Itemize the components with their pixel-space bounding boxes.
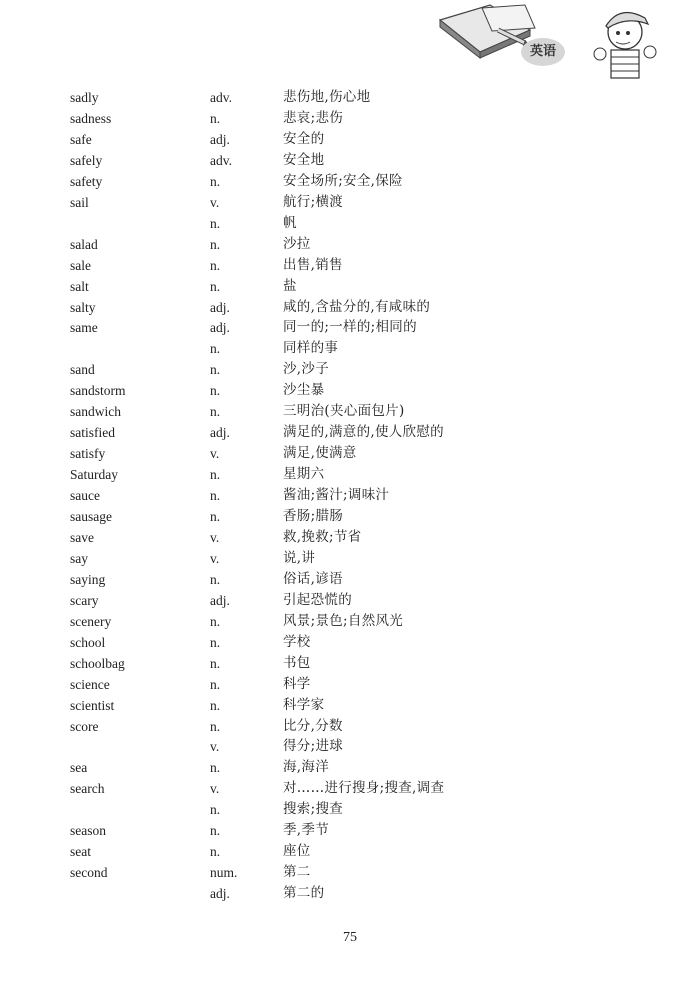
header-illustration [430, 0, 700, 82]
entry-part-of-speech: n. [210, 613, 221, 629]
entry-word: safe [70, 131, 92, 147]
vocabulary-entry [0, 338, 700, 359]
entry-meaning: 悲伤地,伤心地 [283, 89, 371, 105]
entry-meaning: 俗话,谚语 [283, 570, 343, 587]
entry-part-of-speech: n. [210, 110, 221, 126]
vocabulary-entry [0, 653, 700, 674]
entry-meaning: 学校 [283, 633, 311, 650]
entry-word: score [70, 718, 99, 734]
vocabulary-entry [0, 213, 700, 234]
entry-word: scenery [70, 613, 112, 629]
entry-word: sale [70, 257, 91, 273]
vocabulary-entry [0, 695, 700, 716]
entry-meaning: 引起恐慌的 [283, 591, 352, 608]
entry-part-of-speech: n. [210, 760, 221, 776]
entry-meaning: 香肠;腊肠 [283, 508, 344, 524]
entry-part-of-speech: adj. [210, 299, 230, 315]
vocabulary-entry [0, 632, 700, 653]
entry-part-of-speech: n. [210, 571, 221, 587]
entry-meaning: 说,讲 [283, 549, 316, 566]
entry-part-of-speech: v. [210, 739, 220, 755]
entry-part-of-speech: adj. [210, 425, 230, 441]
entry-word: saying [70, 571, 106, 587]
vocabulary-entry [0, 757, 700, 778]
entry-meaning: 悲哀;悲伤 [283, 109, 344, 126]
entry-word: sand [70, 362, 95, 378]
entry-meaning: 海,海洋 [283, 759, 329, 776]
entry-word: search [70, 781, 105, 797]
entry-meaning: 出售,销售 [283, 256, 343, 273]
entry-part-of-speech: adj. [210, 886, 230, 902]
entry-part-of-speech: n. [210, 509, 221, 524]
vocabulary-entry [0, 129, 700, 150]
entry-word: schoolbag [70, 655, 125, 671]
entry-meaning: 安全场所;安全,保险 [283, 172, 403, 189]
entry-part-of-speech: n. [210, 236, 221, 252]
entry-meaning: 风景;景色;自然风光 [283, 612, 404, 629]
vocabulary-entry [0, 485, 700, 506]
entry-part-of-speech: n. [210, 467, 221, 483]
vocabulary-entry [0, 464, 700, 485]
vocabulary-entry [0, 841, 700, 862]
entry-word: safety [70, 173, 103, 189]
entry-meaning: 座位 [283, 843, 311, 860]
entry-word: say [70, 550, 88, 566]
vocabulary-entry [0, 380, 700, 401]
entry-meaning: 安全的 [283, 130, 325, 147]
entry-part-of-speech: n. [210, 404, 221, 420]
vocabulary-entry [0, 548, 700, 569]
entry-part-of-speech: n. [210, 844, 221, 860]
entry-part-of-speech: adj. [210, 320, 230, 336]
entry-word: scary [70, 592, 99, 608]
entry-meaning: 酱油;酱汁;调味汁 [283, 487, 390, 504]
entry-part-of-speech: adj. [210, 592, 230, 608]
entry-word: same [70, 320, 98, 336]
entry-word: science [70, 676, 110, 692]
entry-word: sandwich [70, 404, 121, 420]
entry-meaning: 科学家 [283, 696, 325, 713]
entry-part-of-speech: n. [210, 278, 221, 294]
entry-meaning: 第二的 [283, 885, 325, 902]
entry-part-of-speech: n. [210, 215, 221, 231]
entry-meaning: 搜索;搜查 [283, 801, 344, 818]
vocabulary-entry [0, 820, 700, 841]
page-number: 75 [343, 930, 357, 945]
entry-meaning: 三明治(夹心面包片) [283, 403, 405, 420]
entry-part-of-speech: n. [210, 634, 221, 650]
vocabulary-entry [0, 401, 700, 422]
entry-word: seat [70, 844, 91, 860]
entry-part-of-speech: v. [210, 550, 220, 566]
vocabulary-entry [0, 422, 700, 443]
entry-part-of-speech: adv. [210, 90, 232, 105]
entry-part-of-speech: n. [210, 362, 221, 378]
entry-meaning: 比分,分数 [283, 717, 343, 734]
vocabulary-entry [0, 192, 700, 213]
vocabulary-entry [0, 716, 700, 737]
vocabulary-entry [0, 359, 700, 380]
entry-word: second [70, 865, 108, 881]
vocabulary-entry [0, 569, 700, 590]
vocabulary-entry [0, 108, 700, 129]
entry-word: satisfied [70, 425, 115, 441]
subject-badge: 英语 [521, 38, 565, 66]
vocabulary-entry [0, 590, 700, 611]
entry-part-of-speech: v. [210, 781, 220, 797]
entry-word: sail [70, 194, 89, 210]
entry-word: sadly [70, 90, 99, 105]
vocabulary-entry [0, 611, 700, 632]
entry-word: sauce [70, 488, 100, 504]
vocabulary-entry [0, 443, 700, 464]
entry-meaning: 沙拉 [283, 235, 311, 252]
vocabulary-entry [0, 276, 700, 297]
entry-meaning: 帆 [283, 214, 297, 231]
entry-meaning: 书包 [283, 654, 311, 671]
vocabulary-entry [0, 255, 700, 276]
entry-word: safely [70, 152, 103, 168]
vocabulary-entry [0, 317, 700, 338]
entry-part-of-speech: n. [210, 341, 221, 357]
entry-meaning: 盐 [283, 277, 297, 294]
entry-word: sea [70, 760, 88, 776]
entry-meaning: 季,季节 [283, 822, 329, 839]
entry-word: salty [70, 299, 96, 315]
entry-word: salt [70, 278, 89, 294]
vocabulary-entry [0, 234, 700, 255]
entry-part-of-speech: adv. [210, 152, 232, 168]
vocabulary-entry [0, 150, 700, 171]
entry-part-of-speech: n. [210, 697, 221, 713]
vocabulary-entry [0, 736, 700, 757]
entry-part-of-speech: n. [210, 718, 221, 734]
entry-part-of-speech: n. [210, 173, 221, 189]
entry-part-of-speech: num. [210, 865, 238, 881]
entry-part-of-speech: v. [210, 529, 220, 545]
vocabulary-entry [0, 87, 700, 108]
entry-meaning: 科学 [283, 675, 311, 692]
entry-word: sadness [70, 110, 112, 126]
entry-part-of-speech: n. [210, 257, 221, 273]
entry-meaning: 同一的;一样的;相同的 [283, 319, 417, 336]
entry-meaning: 咸的,含盐分的,有咸味的 [283, 298, 431, 315]
vocabulary-entry [0, 778, 700, 799]
entry-meaning: 满足的,满意的,使人欣慰的 [283, 424, 444, 441]
entry-meaning: 对……进行搜身;搜查,调查 [283, 780, 445, 797]
entry-word: Saturday [70, 467, 118, 483]
entry-part-of-speech: n. [210, 676, 221, 692]
vocabulary-entry [0, 799, 700, 820]
entry-part-of-speech: adj. [210, 131, 230, 147]
entry-meaning: 满足,使满意 [283, 445, 357, 462]
entry-meaning: 救,挽救;节省 [283, 528, 362, 545]
vocabulary-entry [0, 506, 700, 527]
entry-meaning: 航行;横渡 [283, 193, 344, 210]
entry-part-of-speech: n. [210, 383, 221, 399]
entry-part-of-speech: n. [210, 655, 221, 671]
entry-part-of-speech: v. [210, 194, 220, 210]
vocabulary-entry [0, 297, 700, 318]
entry-word: satisfy [70, 446, 106, 462]
vocabulary-entry [0, 862, 700, 883]
entry-part-of-speech: n. [210, 488, 221, 504]
entry-meaning: 沙尘暴 [283, 382, 325, 399]
vocabulary-entry [0, 674, 700, 695]
entry-meaning: 安全地 [283, 151, 325, 168]
entry-meaning: 星期六 [283, 466, 325, 483]
vocabulary-entry [0, 883, 700, 904]
entry-word: season [70, 823, 106, 839]
entry-word: sausage [70, 509, 112, 524]
entry-word: sandstorm [70, 383, 126, 399]
vocabulary-entry [0, 171, 700, 192]
entry-word: scientist [70, 697, 115, 713]
entry-part-of-speech: v. [210, 446, 220, 462]
entry-word: salad [70, 236, 98, 252]
entry-meaning: 得分;进球 [283, 738, 344, 755]
vocabulary-entry [0, 527, 700, 548]
entry-part-of-speech: n. [210, 802, 221, 818]
entry-part-of-speech: n. [210, 823, 221, 839]
entry-word: save [70, 529, 94, 545]
entry-meaning: 第二 [283, 864, 311, 881]
entry-meaning: 同样的事 [283, 340, 339, 357]
book-pen-icon [430, 0, 700, 82]
entry-word: school [70, 634, 106, 650]
entry-meaning: 沙,沙子 [283, 361, 329, 378]
